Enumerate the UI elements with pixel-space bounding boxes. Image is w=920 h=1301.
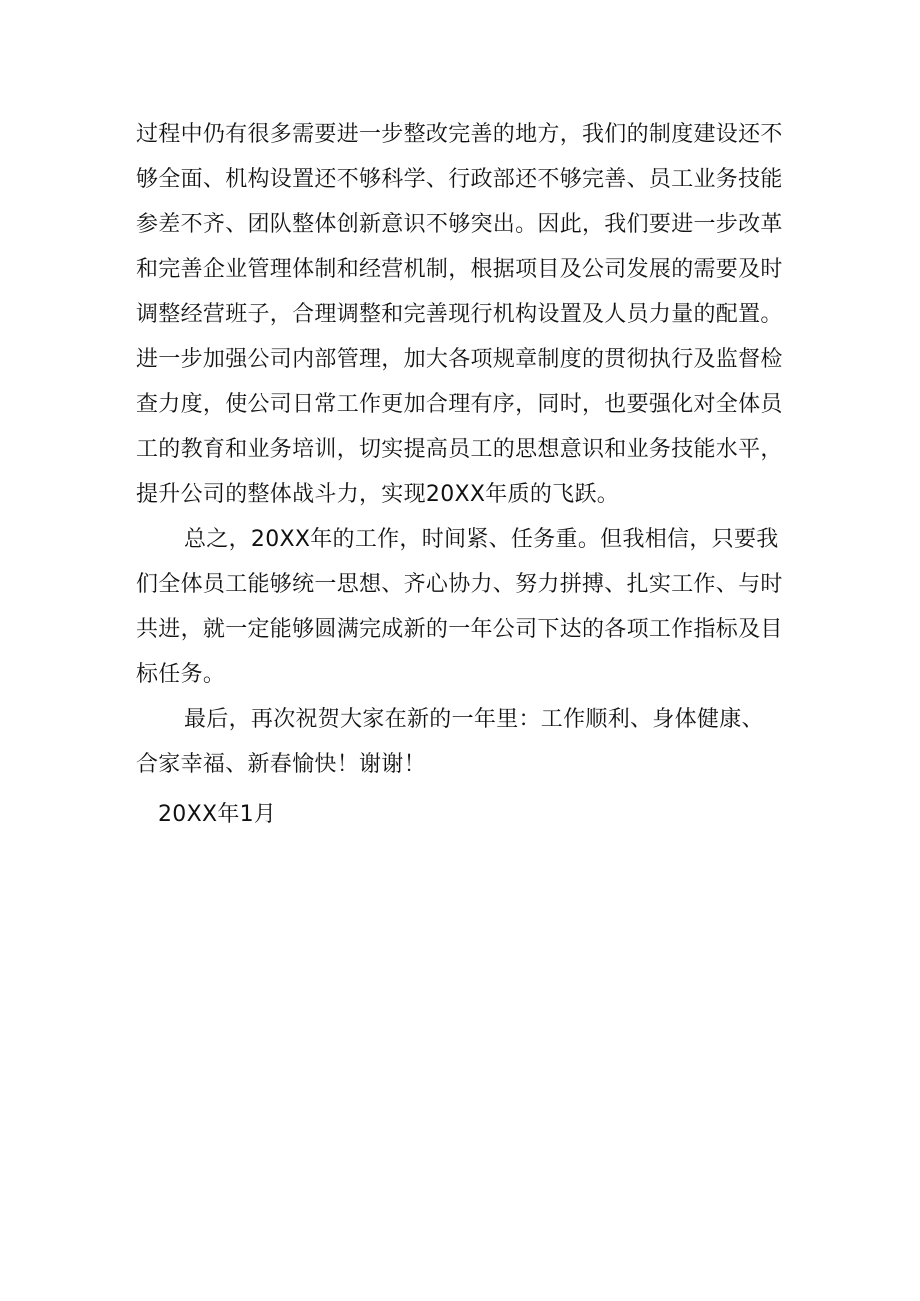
paragraph-line: 工的教育和业务培训，切实提高员工的思想意识和业务技能水平， (136, 437, 783, 462)
paragraph-line: 调整经营班子，合理调整和完善现行机构设置及人员力量的配置。 (136, 302, 783, 327)
paragraph-line: 和完善企业管理体制和经营机制，根据项目及公司发展的需要及时 (136, 257, 783, 282)
paragraph-line: 提升公司的整体战斗力，实现20XX年质的飞跃。 (136, 482, 620, 507)
paragraph-line: 过程中仍有很多需要进一步整改完善的地方，我们的制度建设还不 (136, 122, 783, 147)
paragraph-line: 合家幸福、新春愉快！谢谢！ (136, 752, 426, 777)
paragraph-line: 最后，再次祝贺大家在新的一年里：工作顺利、身体健康、 (184, 707, 764, 732)
paragraph-line: 够全面、机构设置还不够科学、行政部还不够完善、员工业务技能 (136, 167, 783, 192)
paragraph-line: 查力度，使公司日常工作更加合理有序，同时，也要强化对全体员 (136, 392, 783, 417)
paragraph-line: 总之，20XX年的工作，时间紧、任务重。但我相信，只要我 (184, 527, 779, 552)
paragraph-line: 参差不齐、团队整体创新意识不够突出。因此，我们要进一步改革 (136, 212, 783, 237)
document-date: 20XX年1月 (158, 802, 277, 827)
paragraph-line: 们全体员工能够统一思想、齐心协力、努力拼搏、扎实工作、与时 (136, 572, 783, 597)
paragraph-line: 共进，就一定能够圆满完成新的一年公司下达的各项工作指标及目 (136, 617, 783, 642)
paragraph-line: 进一步加强公司内部管理，加大各项规章制度的贯彻执行及监督检 (136, 347, 783, 372)
paragraph-line: 标任务。 (136, 662, 226, 687)
